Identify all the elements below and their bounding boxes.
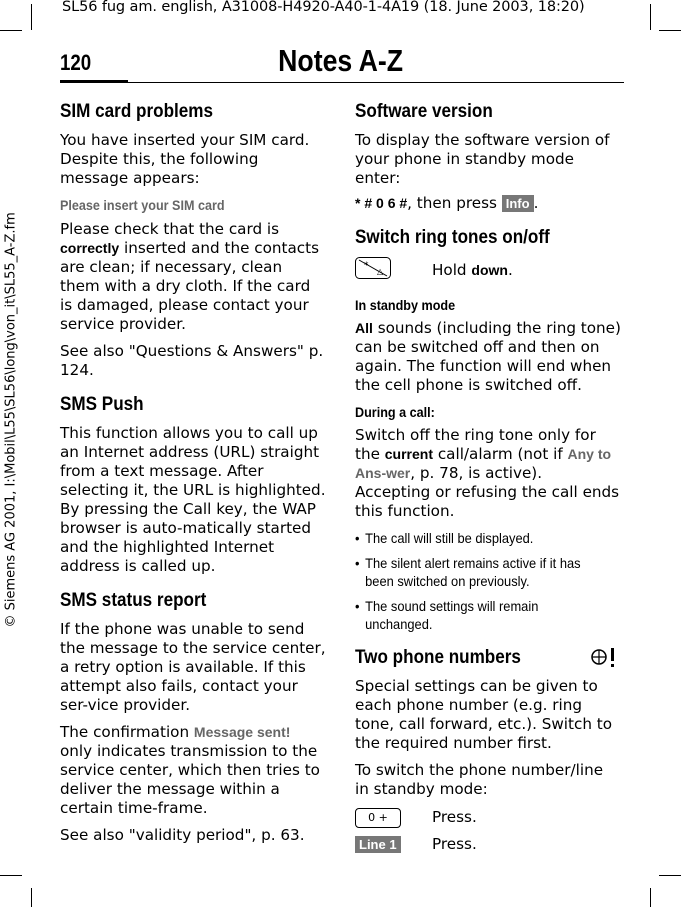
section-heading-push: SMS Push — [60, 394, 144, 415]
info-softkey: Info — [502, 195, 534, 212]
sim-see-also: See also "Questions & Answers" p. 124. — [60, 342, 324, 379]
press-text-2: Press. — [432, 835, 477, 853]
call-heading: During a call: — [355, 404, 435, 420]
sim-message: Please insert your SIM card — [60, 197, 225, 213]
crop-mark — [0, 30, 22, 31]
software-intro: To display the software version of your phone in standby mode enter: — [355, 131, 610, 187]
page-title — [0, 43, 681, 79]
crop-mark — [659, 30, 681, 31]
crop-mark — [0, 875, 22, 876]
section-heading-status: SMS status report — [60, 590, 207, 611]
side-file-path: © Siemens AG 2001, I:\Mobil\L55\SL56\long\von_it\SL55_A-Z.fm — [3, 212, 19, 628]
ring-notes — [355, 529, 621, 633]
crop-mark — [650, 888, 651, 907]
page-number: 120 — [60, 50, 92, 75]
page-title-text: Notes A-Z — [278, 43, 403, 78]
line1-softkey: Line 1 — [355, 836, 401, 853]
standby-text: All sounds (including the ring tone) can be switched off and then on again. The function will end when the cell phone is switched off. — [355, 319, 621, 394]
zero-key-icon: 0 + — [355, 808, 401, 828]
list-item: • The silent alert remains active if it has been switched on previously. — [355, 554, 600, 590]
left-column — [60, 101, 326, 853]
press-row-2 — [355, 835, 621, 854]
hold-text: Hold down. — [432, 261, 513, 279]
status-text: If the phone was unable to send the message to the service center, a retry option is available. If this attempt also fails, contact your ser-vice provider. — [60, 620, 326, 714]
two-text: Special settings can be given to each phone number (e.g. ring tone, call forward, etc.). Switch to the required number first. — [355, 677, 613, 752]
section-heading-ring: Switch ring tones on/off — [355, 227, 550, 248]
crop-mark — [31, 888, 32, 907]
two-numbers-heading-row — [355, 647, 621, 669]
status-confirmation: The confirmation Message sent! only indicates transmission to the service center, which then tries to deliver the message within a certain time-frame. — [60, 723, 320, 817]
header-rule-accent — [60, 80, 128, 83]
right-column — [355, 101, 621, 861]
svg-text:△: △ — [377, 267, 384, 276]
hold-row — [355, 257, 621, 284]
sim-check: Please check that the card is correctly inserted and the contacts are clean; if necessary, clean them with a dry cloth. If the card is damaged, please contact your service provider. — [60, 220, 319, 333]
standby-heading: In standby mode — [355, 297, 456, 313]
list-item: • The sound settings will remain unchanged. — [355, 597, 600, 633]
provider-icon — [587, 645, 619, 674]
section-heading-two: Two phone numbers — [355, 647, 521, 668]
push-text: This function allows you to call up an Internet address (URL) straight from a text message. After selecting it, the URL is highlighted. By pressing the Call key, the WAP browser is auto-matically started and the highlighted Internet address is called up. — [60, 424, 326, 575]
list-item: • The call will still be displayed. — [355, 529, 600, 547]
sim-intro: You have inserted your SIM card. Despite this, the following message appears: — [60, 131, 310, 187]
press-text-1: Press. — [432, 808, 477, 826]
status-see-also: See also "validity period", p. 63. — [60, 826, 305, 844]
running-head: SL56 fug am. english, A31008-H4920-A40-1-4A19 (18. June 2003, 18:20) — [62, 0, 585, 15]
two-switch: To switch the phone number/line in standby mode: — [355, 761, 604, 798]
section-heading-sim: SIM card problems — [60, 101, 213, 122]
header-rule — [60, 82, 624, 83]
software-code-line: * # 0 6 #, then press Info . — [355, 194, 539, 212]
svg-text:*: * — [364, 261, 369, 271]
crop-mark — [650, 4, 651, 30]
crop-mark — [659, 875, 681, 876]
star-key-icon — [355, 257, 432, 284]
press-row-1 — [355, 807, 621, 828]
section-heading-software: Software version — [355, 101, 493, 122]
call-text: Switch off the ring tone only for the current call/alarm (not if Any to Ans-wer, p. 78, is active). Accepting or refusing the call ends this function. — [355, 426, 620, 520]
crop-mark — [31, 4, 32, 30]
